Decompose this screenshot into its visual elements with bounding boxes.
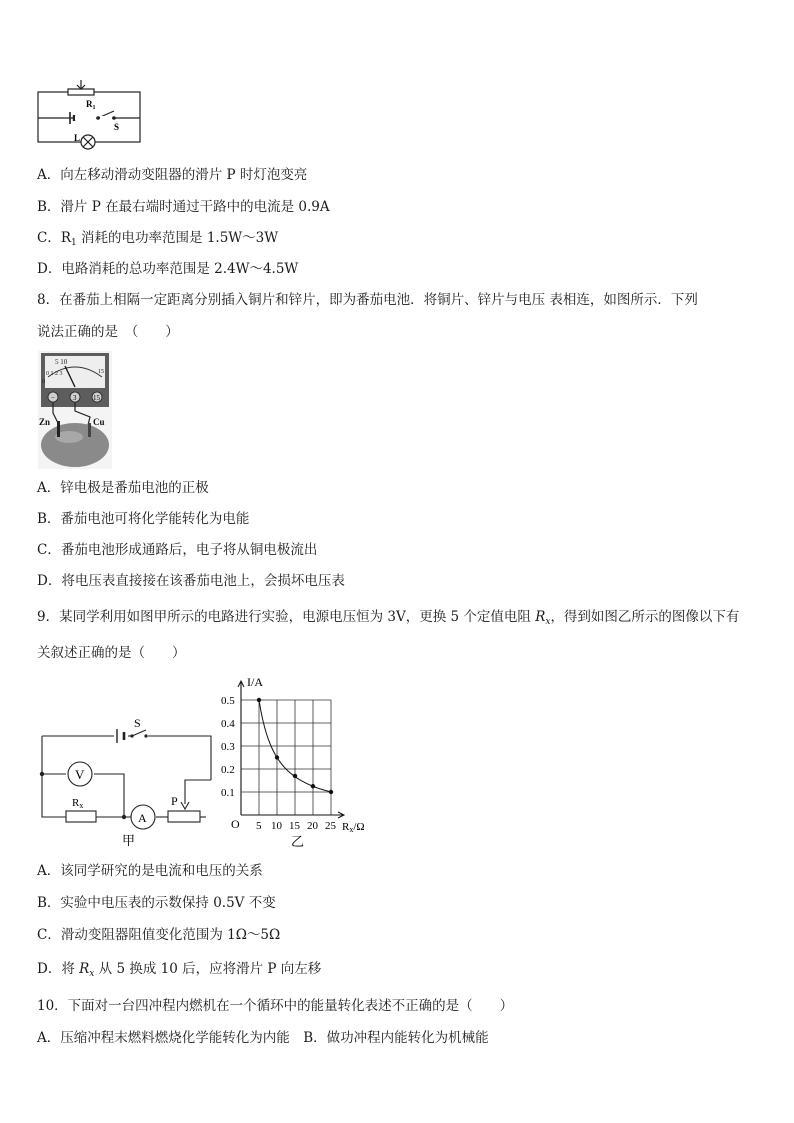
q7-l-label: L	[74, 133, 81, 143]
data-point	[329, 790, 333, 794]
q10-stem: 10．下面对一台四冲程内燃机在一个循环中的能量转化表述不正确的是（ ）	[37, 998, 514, 1014]
q9-rx-resistor	[66, 811, 96, 822]
q9-graph-yi	[216, 668, 396, 852]
q9-stem-line2: 关叙述正确的是（ ）	[37, 645, 186, 661]
x-tick-label: 15	[289, 820, 300, 832]
svg-text:0: 0	[42, 379, 45, 385]
data-point	[293, 774, 297, 778]
q9-switch	[132, 730, 146, 736]
y-tick-label: 0.4	[221, 718, 235, 730]
svg-text:−: −	[51, 394, 55, 402]
q9-option-d: D．将 $R_x$ 从 5 换成 10 后，应将滑片 P 向左移	[37, 961, 322, 979]
q8-option-a: A．锌电极是番茄电池的正极	[37, 480, 209, 496]
q8-copper-strip	[88, 423, 91, 437]
q8-option-b: B．番茄电池可将化学能转化为电能	[37, 511, 250, 527]
y-tick-label: 0.2	[221, 764, 235, 776]
q9-s-label: S	[134, 716, 141, 730]
q8-tomato	[41, 423, 109, 467]
q9-option-b: B．实验中电压表的示数保持 0.5V 不变	[37, 895, 276, 911]
q10-options: A．压缩冲程末燃料燃烧化学能转化为内能 B．做功冲程内能转化为机械能	[37, 1030, 489, 1046]
data-point	[275, 755, 279, 759]
q9-caption-yi: 乙	[291, 834, 305, 849]
q8-option-c: C．番茄电池形成通路后，电子将从铜电极流出	[37, 542, 318, 558]
q9-option-c: C．滑动变阻器阻值变化范围为 1Ω～5Ω	[37, 927, 281, 943]
q9-stem-line1: 9．某同学利用如图甲所示的电路进行实验，电源电压恒为 3V，更换 5 个定值电阻 $R_x$，得到如图乙所示的图像以下有	[37, 609, 740, 627]
q9-circuit-jia	[36, 712, 216, 852]
q8-zinc-strip	[57, 421, 60, 437]
svg-text:5 10: 5 10	[55, 358, 68, 366]
y-tick-label: 0.5	[221, 695, 235, 707]
data-point	[257, 698, 261, 702]
q8-option-d: D．将电压表直接接在该番茄电池上，会损坏电压表	[37, 573, 345, 589]
y-axis-label: I/A	[247, 675, 263, 689]
svg-text:3: 3	[73, 394, 77, 402]
q9-a-label: A	[138, 811, 147, 825]
y-tick-label: 0.3	[221, 741, 235, 753]
q9-p-label: P	[171, 794, 178, 808]
svg-text:15: 15	[98, 369, 104, 375]
q8-stem-line2: 说法正确的是 （ ）	[37, 324, 179, 340]
q7-option-b: B．滑片 P 在最右端时通过干路中的电流是 0.9A	[37, 199, 330, 215]
q7-r1-label: $R_1$	[86, 99, 96, 111]
q7-option-a: A．向左移动滑动变阻器的滑片 P 时灯泡变亮	[37, 167, 308, 183]
q8-zn-label: Zn	[39, 417, 51, 427]
q7-circuit-diagram	[36, 80, 148, 160]
q9-option-a: A．该同学研究的是电流和电压的关系	[37, 863, 263, 879]
x-tick-label: 20	[307, 820, 318, 832]
x-axis-label: Rx/Ω	[342, 821, 365, 834]
x-tick-label: 5	[256, 820, 262, 832]
data-point	[311, 784, 315, 788]
q7-rheostat	[68, 89, 94, 95]
q9-caption-jia: 甲	[122, 833, 136, 848]
svg-text:15: 15	[93, 394, 100, 402]
q8-tomato-battery-figure	[38, 351, 112, 469]
y-tick-label: 0.1	[221, 787, 235, 799]
q8-cu-label: Cu	[93, 417, 105, 427]
q9-v-label: V	[75, 767, 85, 782]
q7-option-d: D．电路消耗的总功率范围是 2.4W～4.5W	[37, 261, 299, 277]
x-tick-label: 10	[271, 820, 282, 832]
origin-label: O	[231, 817, 240, 831]
q9-rx-label: Rx	[72, 797, 84, 810]
q8-stem-line1: 8．在番茄上相隔一定距离分别插入铜片和锌片，即为番茄电池．将铜片、锌片与电压 表相连，如图所示．下列	[37, 292, 698, 308]
q7-option-c: C．$R_1$ 消耗的电功率范围是 1.5W～3W	[37, 230, 279, 248]
q9-rheostat	[168, 811, 200, 822]
x-tick-label: 25	[325, 820, 336, 832]
svg-text:0 1 2 3: 0 1 2 3	[46, 371, 63, 377]
q7-s-label: S	[114, 122, 120, 132]
